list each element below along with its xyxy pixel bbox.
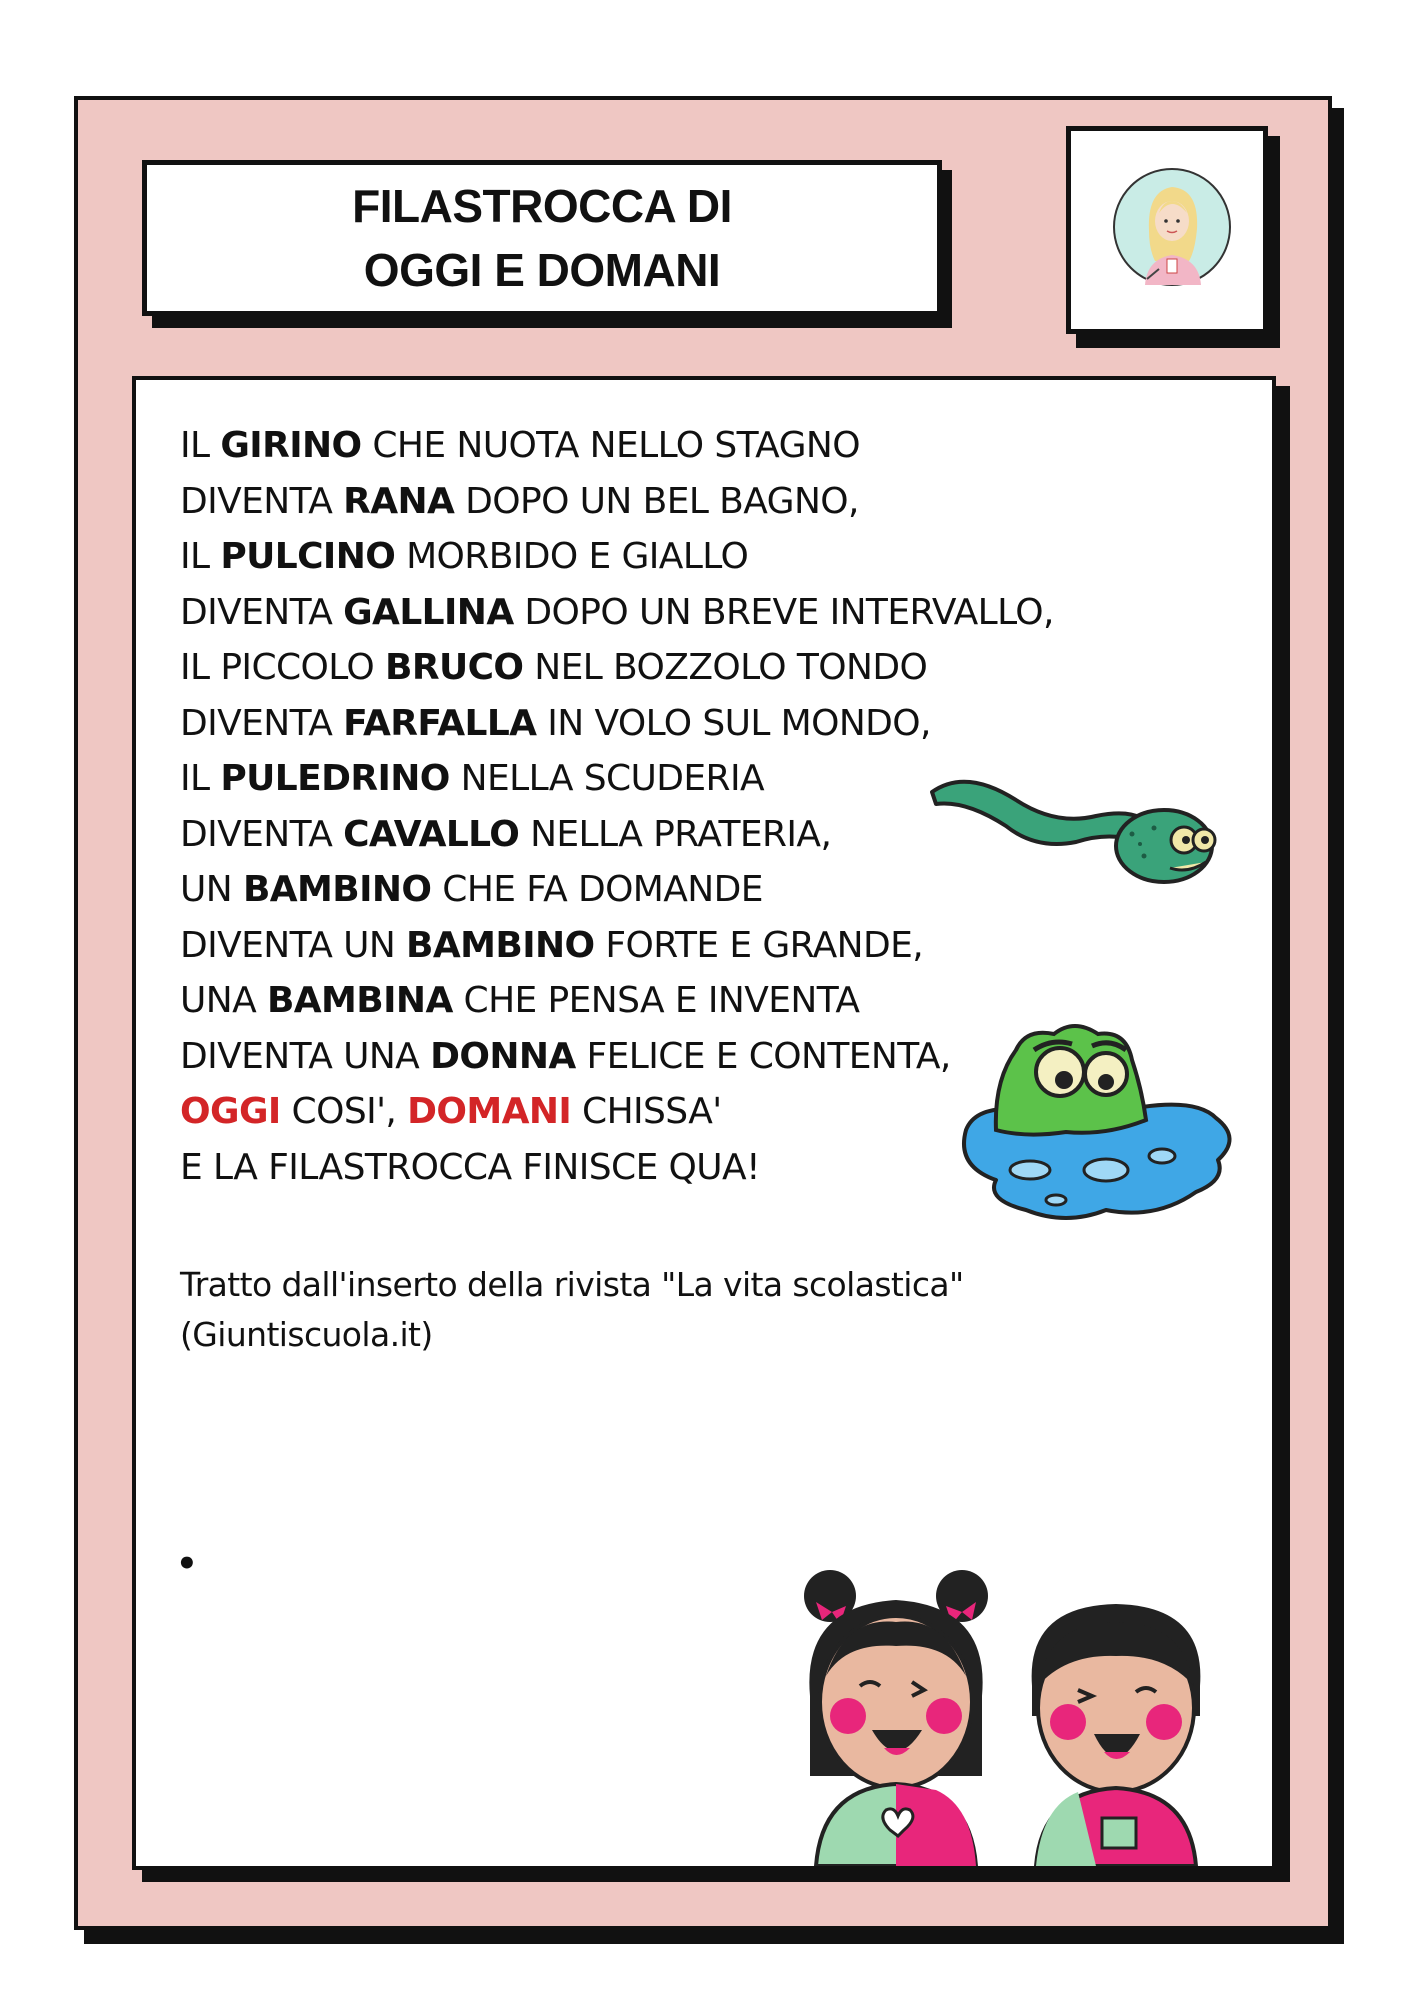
poem-line: [180, 918, 1180, 974]
poem-keyword: PULEDRINO: [220, 758, 450, 799]
poem-line: [180, 529, 1180, 585]
poem-line-text: IN VOLO SUL MONDO,: [536, 702, 931, 744]
poem-line-text: IL: [180, 536, 221, 577]
poem-keyword: BAMBINA: [266, 980, 453, 1021]
poem-line-text: MORBIDO E GIALLO: [395, 536, 749, 577]
poem-line-text: UNA: [180, 980, 267, 1021]
logo-box: [1066, 126, 1268, 334]
poem-keyword: PULCINO: [220, 536, 396, 577]
poem-line: [180, 474, 1180, 530]
poem-line-text: CHE PENSA E INVENTA: [452, 980, 860, 1021]
poem-line-text: DOPO UN BREVE INTERVALLO,: [513, 591, 1054, 633]
poem-line: [180, 696, 1180, 752]
poem-keyword-red: DOMANI: [407, 1091, 572, 1132]
poem-line: [180, 585, 1180, 641]
poem-keyword: GALLINA: [343, 591, 514, 633]
poem-line-text: IL: [180, 425, 221, 466]
source-line-2: (Giuntiscuola.it): [180, 1315, 433, 1354]
poem-line-text: NELLA PRATERIA,: [519, 813, 832, 855]
poem-keyword: DONNA: [430, 1035, 576, 1077]
poem-line: [180, 640, 1180, 696]
poem-keyword: BAMBINO: [406, 924, 595, 966]
poem-line-text: IL: [180, 758, 221, 799]
poem-line-text: DIVENTA UNA: [180, 1035, 431, 1077]
poem-keyword: RANA: [343, 480, 455, 522]
poem-line-text: NELLA SCUDERIA: [449, 758, 765, 799]
poem-line-text: CHE NUOTA NELLO STAGNO: [361, 425, 860, 466]
poem-line-text: CHISSA': [571, 1091, 722, 1132]
poem-line-text: DIVENTA: [180, 702, 344, 744]
source-line-1: Tratto dall'inserto della rivista "La vita scolastica": [180, 1265, 964, 1304]
tadpole-illustration: [926, 770, 1226, 910]
title-line-2: OGGI E DOMANI: [363, 244, 721, 296]
poem-line-text: DIVENTA UN: [180, 924, 407, 966]
poem-line-text: DIVENTA: [180, 813, 344, 855]
teacher-portrait-logo-icon: [1109, 161, 1235, 305]
poem-keyword: FARFALLA: [343, 702, 537, 744]
poem-line-text: DOPO UN BEL BAGNO,: [454, 480, 859, 522]
bullet-dot: •: [176, 1544, 198, 1584]
poem-keyword: BAMBINO: [242, 869, 432, 910]
title-box: [142, 160, 942, 316]
source-credit: [180, 1260, 964, 1360]
poem-line-text: FELICE E CONTENTA,: [575, 1035, 951, 1077]
title-line-1: FILASTROCCA DI: [352, 180, 732, 232]
poem-last-line: E LA FILASTROCCA FINISCE QUA!: [180, 1146, 760, 1188]
poem-line: [180, 418, 1180, 474]
frog-in-pond-illustration: [956, 1020, 1246, 1240]
poem-line-text: UN: [180, 869, 243, 910]
poem-keyword: BRUCO: [385, 647, 524, 688]
children-illustration: [786, 1566, 1236, 1866]
poem-line-text: DIVENTA: [180, 480, 344, 522]
poem-keyword: CAVALLO: [343, 813, 520, 855]
poem-line-text: COSI',: [280, 1091, 408, 1132]
poem-keyword-red: OGGI: [180, 1091, 281, 1132]
poem-line-text: DIVENTA: [180, 591, 344, 633]
content-card: [132, 376, 1276, 1870]
poem-line-text: CHE FA DOMANDE: [431, 869, 763, 910]
poem-line-text: IL PICCOLO: [180, 647, 386, 688]
poem-line-text: NEL BOZZOLO TONDO: [523, 647, 928, 688]
poem-keyword: GIRINO: [220, 425, 362, 466]
poem-line-text: FORTE E GRANDE,: [594, 924, 924, 966]
